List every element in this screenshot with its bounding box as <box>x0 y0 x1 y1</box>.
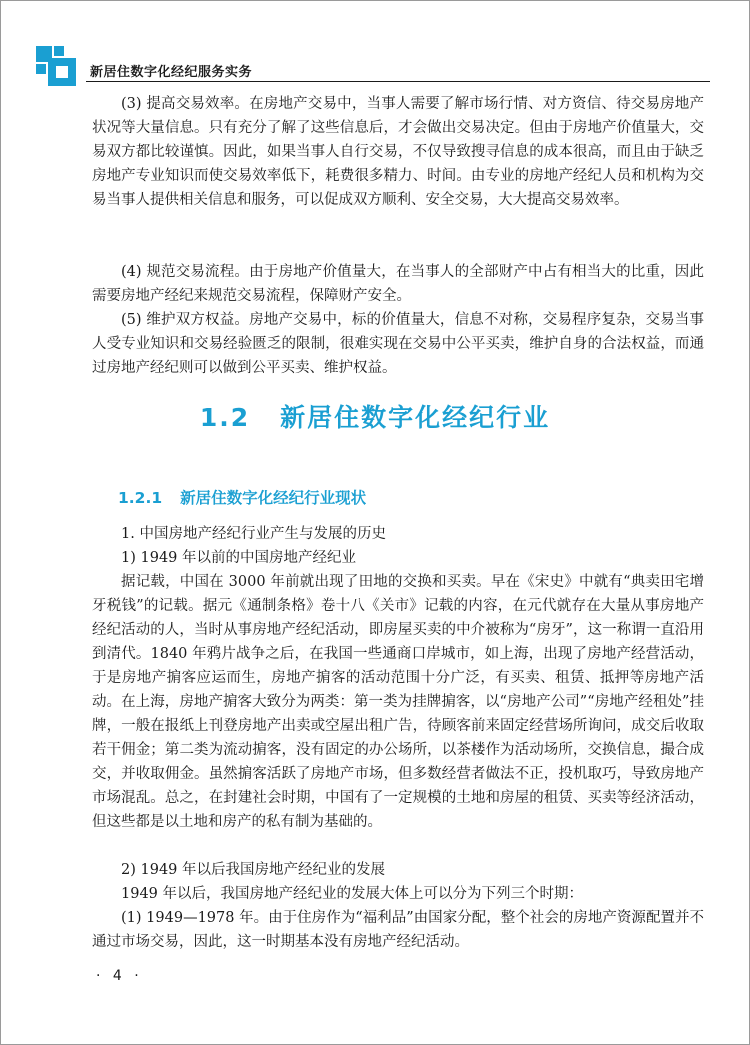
logo-square-small <box>36 64 46 74</box>
paragraph-standardize: (4) 规范交易流程。由于房地产价值量大，在当事人的全部财产中占有相当大的比重，因此需要房地产经纪来规范交易流程，保障财产安全。 <box>92 264 704 304</box>
header-rule <box>86 81 710 82</box>
page-number: · 4 · <box>96 968 143 984</box>
header-logo <box>36 46 80 86</box>
paragraph-history-detail: 据记载，中国在 3000 年前就出现了田地的交换和买卖。早在《宋史》中就有“典卖田宅增牙税钱”的记载。据元《通制条格》卷十八《关市》记载的内容，在元代就存在大量从事房地产经纪活动的人，当时从事房地产经纪活动，即房屋买卖的中介被称为“房牙”，这一称谓一直沿用到清代。1840 年鸦片战争之后，在我国一些通商口岸城市，如上海，出现了房地产经营活动，于是房地产掮客应运而生，房地产掮客的活动范围十分广泛，有买卖、租赁、抵押等房地产活动。在上海，房地产掮客大致分为两类：第一类为挂牌掮客，以“房地产公司”“房地产经租处”挂牌，一般在报纸上刊登房地产出卖或空屋出租广告，待顾客前来固定经营场所询问，成交后收取若干佣金；第二类为流动掮客，没有固定的办公场所，以茶楼作为活动场所，交换信息，撮合成交，并收取佣金。虽然掮客活跃了房地产市场，但多数经营者做法不正，投机取巧，导致房地产市场混乱。总之，在封建社会时期，中国有了一定规模的土地和房屋的租赁、买卖等经济活动，但这些都是以土地和房产的私有制为基础的。 <box>92 574 704 830</box>
heading-before-1949: 1) 1949 年以前的中国房地产经纪业 <box>121 550 357 566</box>
paragraph-three-periods: 1949 年以后，我国房地产经纪业的发展大体上可以分为下列三个时期： <box>121 886 584 902</box>
paragraph-period-1949-1978: (1) 1949—1978 年。由于住房作为“福利品”由国家分配，整个社会的房地产资源配置并不通过市场交易，因此，这一时期基本没有房地产经纪活动。 <box>92 910 704 950</box>
heading-after-1949: 2) 1949 年以后我国房地产经纪业的发展 <box>121 862 386 878</box>
logo-square-small <box>54 46 64 56</box>
subsection-number: 1.2.1 <box>118 489 163 507</box>
heading-history: 1. 中国房地产经纪行业产生与发展的历史 <box>121 526 386 542</box>
subsection-title: 新居住数字化经纪行业现状 <box>180 489 367 507</box>
section-number: 1.2 <box>199 403 251 432</box>
paragraph-protect-rights: (5) 维护双方权益。房地产交易中，标的价值量大，信息不对称，交易程序复杂，交易当事人受专业知识和交易经验匮乏的限制，很难实现在交易中公平买卖，维护自身的合法权益，而通过房地产经纪则可以做到公平买卖、维护权益。 <box>92 312 704 376</box>
section-title: 新居住数字化经纪行业 <box>280 403 551 432</box>
logo-square-inner <box>56 66 68 78</box>
header-title: 新居住数字化经纪服务实务 <box>90 65 253 80</box>
section-heading <box>0 398 750 434</box>
subsection-heading <box>118 486 366 508</box>
paragraph-efficiency: (3) 提高交易效率。在房地产交易中，当事人需要了解市场行情、对方资信、待交易房地产状况等大量信息。只有充分了解了这些信息后，才会做出交易决定。但由于房地产价值量大，交易双方都比较谨慎。因此，如果当事人自行交易，不仅导致搜寻信息的成本很高，而且由于缺乏房地产专业知识而使交易效率低下，耗费很多精力、时间。由专业的房地产经纪人员和机构为交易当事人提供相关信息和服务，可以促成双方顺利、安全交易，大大提高交易效率。 <box>92 96 704 208</box>
